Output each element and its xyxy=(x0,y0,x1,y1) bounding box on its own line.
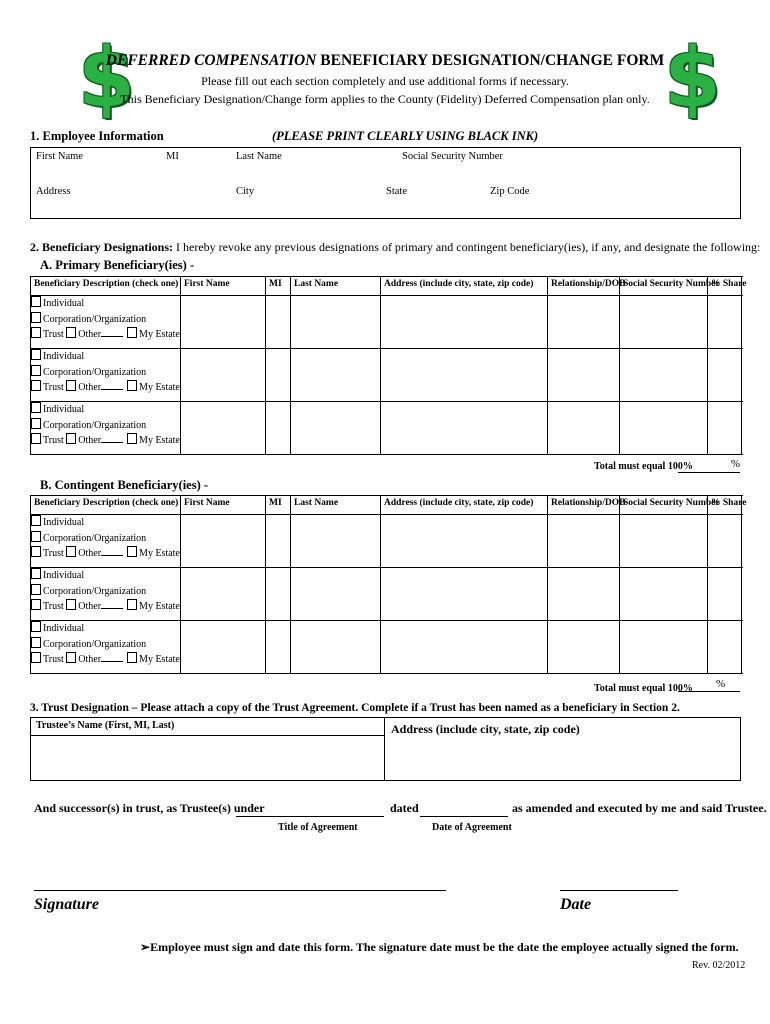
last-name-cell[interactable] xyxy=(291,349,381,402)
share-cell[interactable] xyxy=(708,349,742,402)
option-label: Other xyxy=(78,382,102,393)
other-line[interactable] xyxy=(101,661,123,662)
option-label: Corporation/Organization xyxy=(43,313,147,325)
option-label: My Estate xyxy=(139,329,180,340)
option-label: My Estate xyxy=(139,548,180,559)
other-line[interactable] xyxy=(101,608,123,609)
table-row xyxy=(31,568,742,621)
trust-checkbox[interactable] xyxy=(31,546,41,557)
col-relationship: Relationship/DOB xyxy=(548,277,620,296)
date-field[interactable] xyxy=(560,876,678,891)
contingent-total-field[interactable]: % xyxy=(678,678,740,692)
first-name-cell[interactable] xyxy=(181,349,266,402)
signature-label: Signature xyxy=(34,896,99,913)
option-label: Individual xyxy=(43,404,85,415)
address-field[interactable]: Address xyxy=(36,186,71,197)
primary-beneficiary-table xyxy=(30,276,747,455)
estate-checkbox[interactable] xyxy=(127,599,137,610)
share-cell[interactable] xyxy=(708,568,742,621)
option-label: My Estate xyxy=(139,601,180,612)
other-line[interactable] xyxy=(101,555,123,556)
city-field[interactable]: City xyxy=(236,186,255,197)
address-cell[interactable] xyxy=(381,515,548,568)
date-label: Date xyxy=(560,896,592,913)
col-share: % Share xyxy=(708,277,742,296)
option-label: Trust xyxy=(43,548,64,559)
mi-field[interactable]: MI xyxy=(166,151,179,162)
relationship-cell[interactable] xyxy=(548,402,620,455)
col-share: % Share xyxy=(708,496,742,515)
state-field[interactable]: State xyxy=(386,186,407,197)
mi-cell[interactable] xyxy=(266,568,291,621)
amended-text: as amended and executed by me and said Trustee. xyxy=(512,801,767,815)
other-checkbox[interactable] xyxy=(66,599,76,610)
corporation-checkbox[interactable] xyxy=(31,637,41,648)
corporation-checkbox[interactable] xyxy=(31,584,41,595)
signature-field[interactable] xyxy=(34,876,446,891)
contingent-title: B. Contingent Beneficiary(ies) - xyxy=(40,478,209,492)
zip-field[interactable]: Zip Code xyxy=(490,186,530,197)
col-first-name: First Name xyxy=(181,496,266,515)
instructions-line-2: This Beneficiary Designation/Change form applies to the County (Fidelity) Deferred Compensation plan only. xyxy=(120,92,650,106)
description-cell xyxy=(31,402,181,455)
last-name-cell[interactable] xyxy=(291,515,381,568)
share-cell[interactable] xyxy=(708,296,742,349)
corporation-checkbox[interactable] xyxy=(31,531,41,542)
individual-checkbox[interactable] xyxy=(31,349,41,360)
option-label: Corporation/Organization xyxy=(43,638,147,650)
table-row xyxy=(31,349,742,402)
ssn-cell[interactable] xyxy=(620,515,708,568)
trust-checkbox[interactable] xyxy=(31,433,41,444)
relationship-cell[interactable] xyxy=(548,296,620,349)
primary-title: A. Primary Beneficiary(ies) - xyxy=(40,258,195,272)
col-ssn: Social Security Number xyxy=(620,496,708,515)
trust-header-rule xyxy=(30,735,385,736)
col-address: Address (include city, state, zip code) xyxy=(381,496,548,515)
option-label: Other xyxy=(78,435,102,446)
ssn-cell[interactable] xyxy=(620,349,708,402)
description-cell xyxy=(31,349,181,402)
arrow-icon: ➢ xyxy=(140,940,151,954)
last-name-cell[interactable] xyxy=(291,402,381,455)
col-first-name: First Name xyxy=(181,277,266,296)
mi-cell[interactable] xyxy=(266,349,291,402)
description-cell xyxy=(31,621,181,674)
last-name-field[interactable]: Last Name xyxy=(236,151,282,162)
trust-checkbox[interactable] xyxy=(31,599,41,610)
last-name-cell[interactable] xyxy=(291,296,381,349)
col-last-name: Last Name xyxy=(291,496,381,515)
option-label: Corporation/Organization xyxy=(43,585,147,597)
contingent-total-label: Total must equal 100% xyxy=(594,683,693,694)
relationship-cell[interactable] xyxy=(548,621,620,674)
option-label: Other xyxy=(78,654,102,665)
ssn-cell[interactable] xyxy=(620,568,708,621)
section2-title: 2. Beneficiary Designations: xyxy=(30,240,173,254)
address-cell[interactable] xyxy=(381,349,548,402)
primary-total-field[interactable]: % xyxy=(678,458,740,473)
trustee-name-label: Trustee’s Name (First, MI, Last) xyxy=(36,720,175,731)
section2-heading xyxy=(30,240,760,255)
ssn-field[interactable]: Social Security Number xyxy=(402,151,503,162)
estate-checkbox[interactable] xyxy=(127,652,137,663)
trust-address-field[interactable] xyxy=(386,740,739,779)
trust-address-label: Address (include city, state, zip code) xyxy=(391,722,580,736)
estate-checkbox[interactable] xyxy=(127,546,137,557)
first-name-cell[interactable] xyxy=(181,621,266,674)
individual-checkbox[interactable] xyxy=(31,621,41,632)
option-label: Trust xyxy=(43,435,64,446)
table-row xyxy=(31,515,742,568)
option-label: My Estate xyxy=(139,382,180,393)
individual-checkbox[interactable] xyxy=(31,402,41,413)
option-label: Other xyxy=(78,329,102,340)
option-label: Individual xyxy=(43,351,85,362)
estate-checkbox[interactable] xyxy=(127,327,137,338)
employee-info-box xyxy=(30,147,741,219)
dated-label: dated xyxy=(390,801,419,815)
option-label: Individual xyxy=(43,298,85,309)
option-label: Other xyxy=(78,548,102,559)
first-name-cell[interactable] xyxy=(181,568,266,621)
instructions-line-1: Please fill out each section completely and use additional forms if necessary. xyxy=(201,74,569,88)
col-mi: MI xyxy=(266,277,291,296)
option-label: Individual xyxy=(43,570,85,581)
other-line[interactable] xyxy=(101,389,123,390)
date-of-agreement-label: Date of Agreement xyxy=(432,822,512,833)
trust-box-divider xyxy=(384,717,385,781)
col-ssn: Social Security Number xyxy=(620,277,708,296)
col-description: Beneficiary Description (check one) xyxy=(31,496,181,515)
first-name-cell[interactable] xyxy=(181,296,266,349)
relationship-cell[interactable] xyxy=(548,349,620,402)
option-label: Trust xyxy=(43,329,64,340)
ssn-cell[interactable] xyxy=(620,296,708,349)
col-relationship: Relationship/DOB xyxy=(548,496,620,515)
address-cell[interactable] xyxy=(381,568,548,621)
ssn-cell[interactable] xyxy=(620,402,708,455)
first-name-cell[interactable] xyxy=(181,402,266,455)
individual-checkbox[interactable] xyxy=(31,568,41,579)
individual-checkbox[interactable] xyxy=(31,515,41,526)
other-checkbox[interactable] xyxy=(66,380,76,391)
revision-label: Rev. 02/2012 xyxy=(692,960,746,971)
primary-total-label: Total must equal 100% xyxy=(594,461,693,472)
description-cell xyxy=(31,515,181,568)
date-of-agreement-field[interactable] xyxy=(420,800,508,817)
last-name-cell[interactable] xyxy=(291,621,381,674)
table-row xyxy=(31,402,742,455)
print-note: (PLEASE PRINT CLEARLY USING BLACK INK) xyxy=(272,129,539,143)
individual-checkbox[interactable] xyxy=(31,296,41,307)
trust-checkbox[interactable] xyxy=(31,652,41,663)
relationship-cell[interactable] xyxy=(548,515,620,568)
col-mi: MI xyxy=(266,496,291,515)
address-cell[interactable] xyxy=(381,621,548,674)
share-cell[interactable] xyxy=(708,515,742,568)
option-label: Corporation/Organization xyxy=(43,532,147,544)
relationship-cell[interactable] xyxy=(548,568,620,621)
last-name-cell[interactable] xyxy=(291,568,381,621)
mi-cell[interactable] xyxy=(266,621,291,674)
mi-cell[interactable] xyxy=(266,402,291,455)
first-name-field[interactable]: First Name xyxy=(36,151,83,162)
form-title-italic: DEFERRED COMPENSATION xyxy=(105,52,317,69)
other-checkbox[interactable] xyxy=(66,652,76,663)
mi-cell[interactable] xyxy=(266,296,291,349)
section2-text: I hereby revoke any previous designations of primary and contingent beneficiary(ies), if any, and designate the following: xyxy=(173,240,761,254)
table-row xyxy=(31,296,742,349)
option-label: My Estate xyxy=(139,654,180,665)
title-of-agreement-label: Title of Agreement xyxy=(278,822,358,833)
other-checkbox[interactable] xyxy=(66,433,76,444)
estate-checkbox[interactable] xyxy=(127,380,137,391)
mi-cell[interactable] xyxy=(266,515,291,568)
title-of-agreement-field[interactable] xyxy=(236,800,384,817)
option-label: My Estate xyxy=(139,435,180,446)
sign-note-text: Employee must sign and date this form. The signature date must be the date the employee actually signed the form. xyxy=(150,940,739,954)
option-label: Individual xyxy=(43,623,85,634)
col-description: Beneficiary Description (check one) xyxy=(31,277,181,296)
address-cell[interactable] xyxy=(381,402,548,455)
option-label: Trust xyxy=(43,382,64,393)
other-checkbox[interactable] xyxy=(66,546,76,557)
share-cell[interactable] xyxy=(708,621,742,674)
dollar-logo-right-icon: $ xyxy=(664,31,722,126)
corporation-checkbox[interactable] xyxy=(31,365,41,376)
section1-title: 1. Employee Information xyxy=(30,129,164,143)
option-label: Corporation/Organization xyxy=(43,419,147,431)
col-last-name: Last Name xyxy=(291,277,381,296)
other-checkbox[interactable] xyxy=(66,327,76,338)
share-cell[interactable] xyxy=(708,402,742,455)
dollar-logo-left-icon: $ xyxy=(78,31,136,126)
form-title-rest: BENEFICIARY DESIGNATION/CHANGE FORM xyxy=(316,52,665,69)
address-cell[interactable] xyxy=(381,296,548,349)
option-label: Trust xyxy=(43,601,64,612)
corporation-checkbox[interactable] xyxy=(31,418,41,429)
trust-checkbox[interactable] xyxy=(31,380,41,391)
sign-note xyxy=(140,940,739,955)
col-address: Address (include city, state, zip code) xyxy=(381,277,548,296)
successor-text: And successor(s) in trust, as Trustee(s) under xyxy=(34,801,265,815)
other-line[interactable] xyxy=(101,336,123,337)
description-cell xyxy=(31,296,181,349)
other-line[interactable] xyxy=(101,442,123,443)
option-label: Other xyxy=(78,601,102,612)
contingent-beneficiary-table xyxy=(30,495,747,674)
first-name-cell[interactable] xyxy=(181,515,266,568)
section3-title: 3. Trust Designation – Please attach a copy of the Trust Agreement. Complete if a Trust has been named as a beneficiary in Section 2. xyxy=(30,702,680,714)
option-label: Individual xyxy=(43,517,85,528)
description-cell xyxy=(31,568,181,621)
trustee-name-field[interactable] xyxy=(32,737,382,779)
estate-checkbox[interactable] xyxy=(127,433,137,444)
ssn-cell[interactable] xyxy=(620,621,708,674)
form-title xyxy=(0,52,770,70)
table-row xyxy=(31,621,742,674)
option-label: Corporation/Organization xyxy=(43,366,147,378)
trust-checkbox[interactable] xyxy=(31,327,41,338)
option-label: Trust xyxy=(43,654,64,665)
corporation-checkbox[interactable] xyxy=(31,312,41,323)
